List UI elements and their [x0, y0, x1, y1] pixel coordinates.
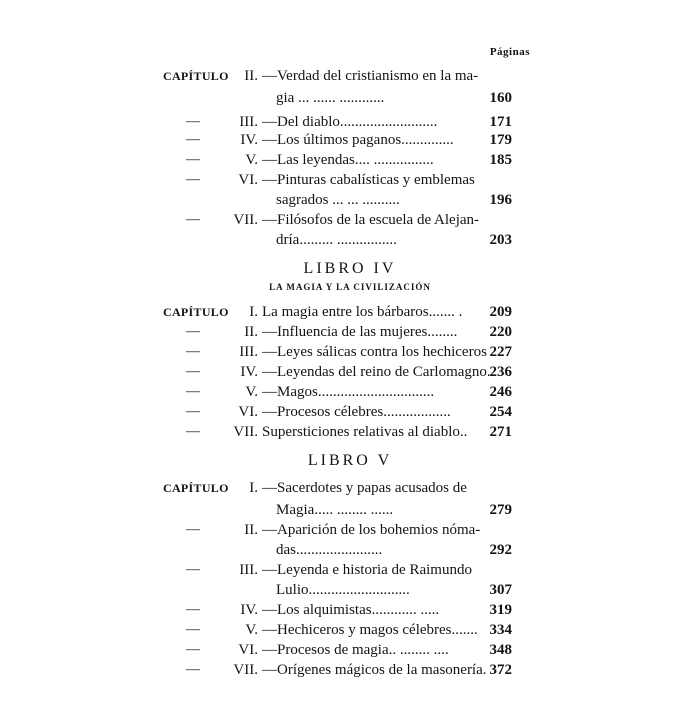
chapter-number: III. — [239, 114, 258, 130]
toc-entry-line — [0, 302, 700, 322]
chapter-number: IV. — [240, 364, 258, 380]
chapter-number: I. — [249, 480, 258, 496]
chapter-title: —Los alquimistas............ ..... — [262, 602, 440, 618]
chapter-title: —Del diablo.......................... — [262, 114, 438, 130]
page-number: 227 — [489, 344, 512, 360]
page-number: 171 — [489, 114, 512, 130]
ditto-dash: — — [186, 424, 200, 439]
chapter-title: —Los últimos paganos.............. — [262, 132, 454, 148]
ditto-dash: — — [186, 622, 200, 637]
chapter-title: —Sacerdotes y papas acusados de — [262, 480, 467, 496]
toc-entry-line — [0, 478, 700, 498]
chapter-number: VI. — [238, 404, 258, 420]
toc-entry-line — [0, 382, 700, 402]
ditto-dash: — — [186, 114, 200, 129]
toc-entry-line — [0, 362, 700, 382]
toc-entry-line — [0, 640, 700, 660]
chapter-title-continued: dría......... ................ — [276, 232, 397, 248]
ditto-dash: — — [186, 212, 200, 227]
toc-entry-line — [0, 600, 700, 620]
toc-entry-line — [0, 88, 700, 108]
toc-entry-line — [0, 560, 700, 580]
chapter-title-continued: sagrados ... ... .......... — [276, 192, 400, 208]
chapter-title: La magia entre los bárbaros....... . — [262, 304, 463, 320]
page-number: 209 — [489, 304, 512, 320]
page-number: 334 — [489, 622, 512, 638]
chapter-number: III. — [239, 344, 258, 360]
page-number: 271 — [489, 424, 512, 440]
page-number: 246 — [489, 384, 512, 400]
chapter-title: —Verdad del cristianismo en la ma- — [262, 68, 479, 84]
chapter-title: —Aparición de los bohemios nóma- — [262, 522, 481, 538]
page-number: 236 — [489, 364, 512, 380]
toc-entry-line — [0, 520, 700, 540]
toc-entry-line — [0, 422, 700, 442]
ditto-dash: — — [186, 172, 200, 187]
paginas-header: Páginas — [489, 46, 530, 58]
chapter-title-continued: das....................... — [276, 542, 383, 558]
book5-title: LIBRO V — [307, 452, 393, 469]
chapter-title: —Influencia de las mujeres........ — [262, 324, 458, 340]
chapter-number: IV. — [240, 132, 258, 148]
ditto-dash: — — [186, 344, 200, 359]
chapter-title-continued: Lulio........................... — [276, 582, 410, 598]
chapter-label: CAPÍTULO — [163, 69, 229, 83]
chapter-number: V. — [245, 152, 258, 168]
page-number: 254 — [489, 404, 512, 420]
ditto-dash: — — [186, 522, 200, 537]
chapter-title-continued: gia ... ...... ............ — [276, 90, 385, 106]
toc-entry-line — [0, 230, 700, 250]
chapter-number: II. — [244, 68, 258, 84]
page-number: 279 — [489, 502, 512, 518]
chapter-number: VI. — [238, 172, 258, 188]
toc-entry-line — [0, 150, 700, 170]
ditto-dash: — — [186, 562, 200, 577]
ditto-dash: — — [186, 364, 200, 379]
chapter-title: —Magos............................... — [262, 384, 435, 400]
chapter-number: VII. — [233, 212, 258, 228]
ditto-dash: — — [186, 132, 200, 147]
toc-entry-line — [0, 500, 700, 520]
chapter-number: I. — [249, 304, 258, 320]
toc-entry-line — [0, 402, 700, 422]
ditto-dash: — — [186, 642, 200, 657]
toc-entry-line — [0, 342, 700, 362]
toc-entry-line — [0, 170, 700, 190]
chapter-label: CAPÍTULO — [163, 305, 229, 319]
chapter-number: V. — [245, 622, 258, 638]
chapter-title: —Las leyendas.... ................ — [262, 152, 434, 168]
chapter-title: —Hechiceros y magos célebres....... — [262, 622, 478, 638]
chapter-number: VII. — [233, 424, 258, 440]
chapter-title: —Filósofos de la escuela de Alejan- — [262, 212, 480, 228]
chapter-title: —Leyes sálicas contra los hechiceros — [262, 344, 487, 360]
chapter-title: —Leyenda e historia de Raimundo — [262, 562, 472, 578]
page-number: 307 — [489, 582, 512, 598]
book4-title: LIBRO IV — [303, 260, 397, 277]
page-number: 196 — [489, 192, 512, 208]
toc-entry-line — [0, 210, 700, 230]
toc-entry-line — [0, 130, 700, 150]
toc-entry-line — [0, 580, 700, 600]
chapter-number: VI. — [238, 642, 258, 658]
chapter-number: VII. — [233, 662, 258, 678]
toc-entry-line — [0, 112, 700, 132]
book4-subtitle: LA MAGIA Y LA CIVILIZACIÓN — [269, 282, 431, 292]
page-number: 292 — [489, 542, 512, 558]
toc-entry-line — [0, 66, 700, 86]
toc-entry-line — [0, 540, 700, 560]
page-number: 372 — [489, 662, 512, 678]
ditto-dash: — — [186, 404, 200, 419]
chapter-title: —Pinturas cabalísticas y emblemas — [262, 172, 475, 188]
chapter-title: —Procesos célebres.................. — [262, 404, 451, 420]
ditto-dash: — — [186, 384, 200, 399]
ditto-dash: — — [186, 662, 200, 677]
chapter-title-continued: Magia..... ........ ...... — [276, 502, 394, 518]
page-number: 179 — [489, 132, 512, 148]
chapter-number: II. — [244, 522, 258, 538]
page-number: 203 — [489, 232, 512, 248]
toc-entry-line — [0, 620, 700, 640]
chapter-number: II. — [244, 324, 258, 340]
chapter-label: CAPÍTULO — [163, 481, 229, 495]
chapter-title: —Orígenes mágicos de la masonería. — [262, 662, 487, 678]
page-number: 220 — [489, 324, 512, 340]
toc-entry-line — [0, 190, 700, 210]
chapter-number: IV. — [240, 602, 258, 618]
toc-entry-line — [0, 322, 700, 342]
ditto-dash: — — [186, 602, 200, 617]
chapter-title: —Procesos de magia.. ........ .... — [262, 642, 449, 658]
ditto-dash: — — [186, 152, 200, 167]
chapter-title: —Leyendas del reino de Carlomagno. — [262, 364, 491, 380]
chapter-number: III. — [239, 562, 258, 578]
chapter-number: V. — [245, 384, 258, 400]
chapter-title: Supersticiones relativas al diablo.. — [262, 424, 468, 440]
page-number: 185 — [489, 152, 512, 168]
page-number: 160 — [489, 90, 512, 106]
page-number: 348 — [489, 642, 512, 658]
toc-entry-line — [0, 660, 700, 680]
page-number: 319 — [489, 602, 512, 618]
ditto-dash: — — [186, 324, 200, 339]
